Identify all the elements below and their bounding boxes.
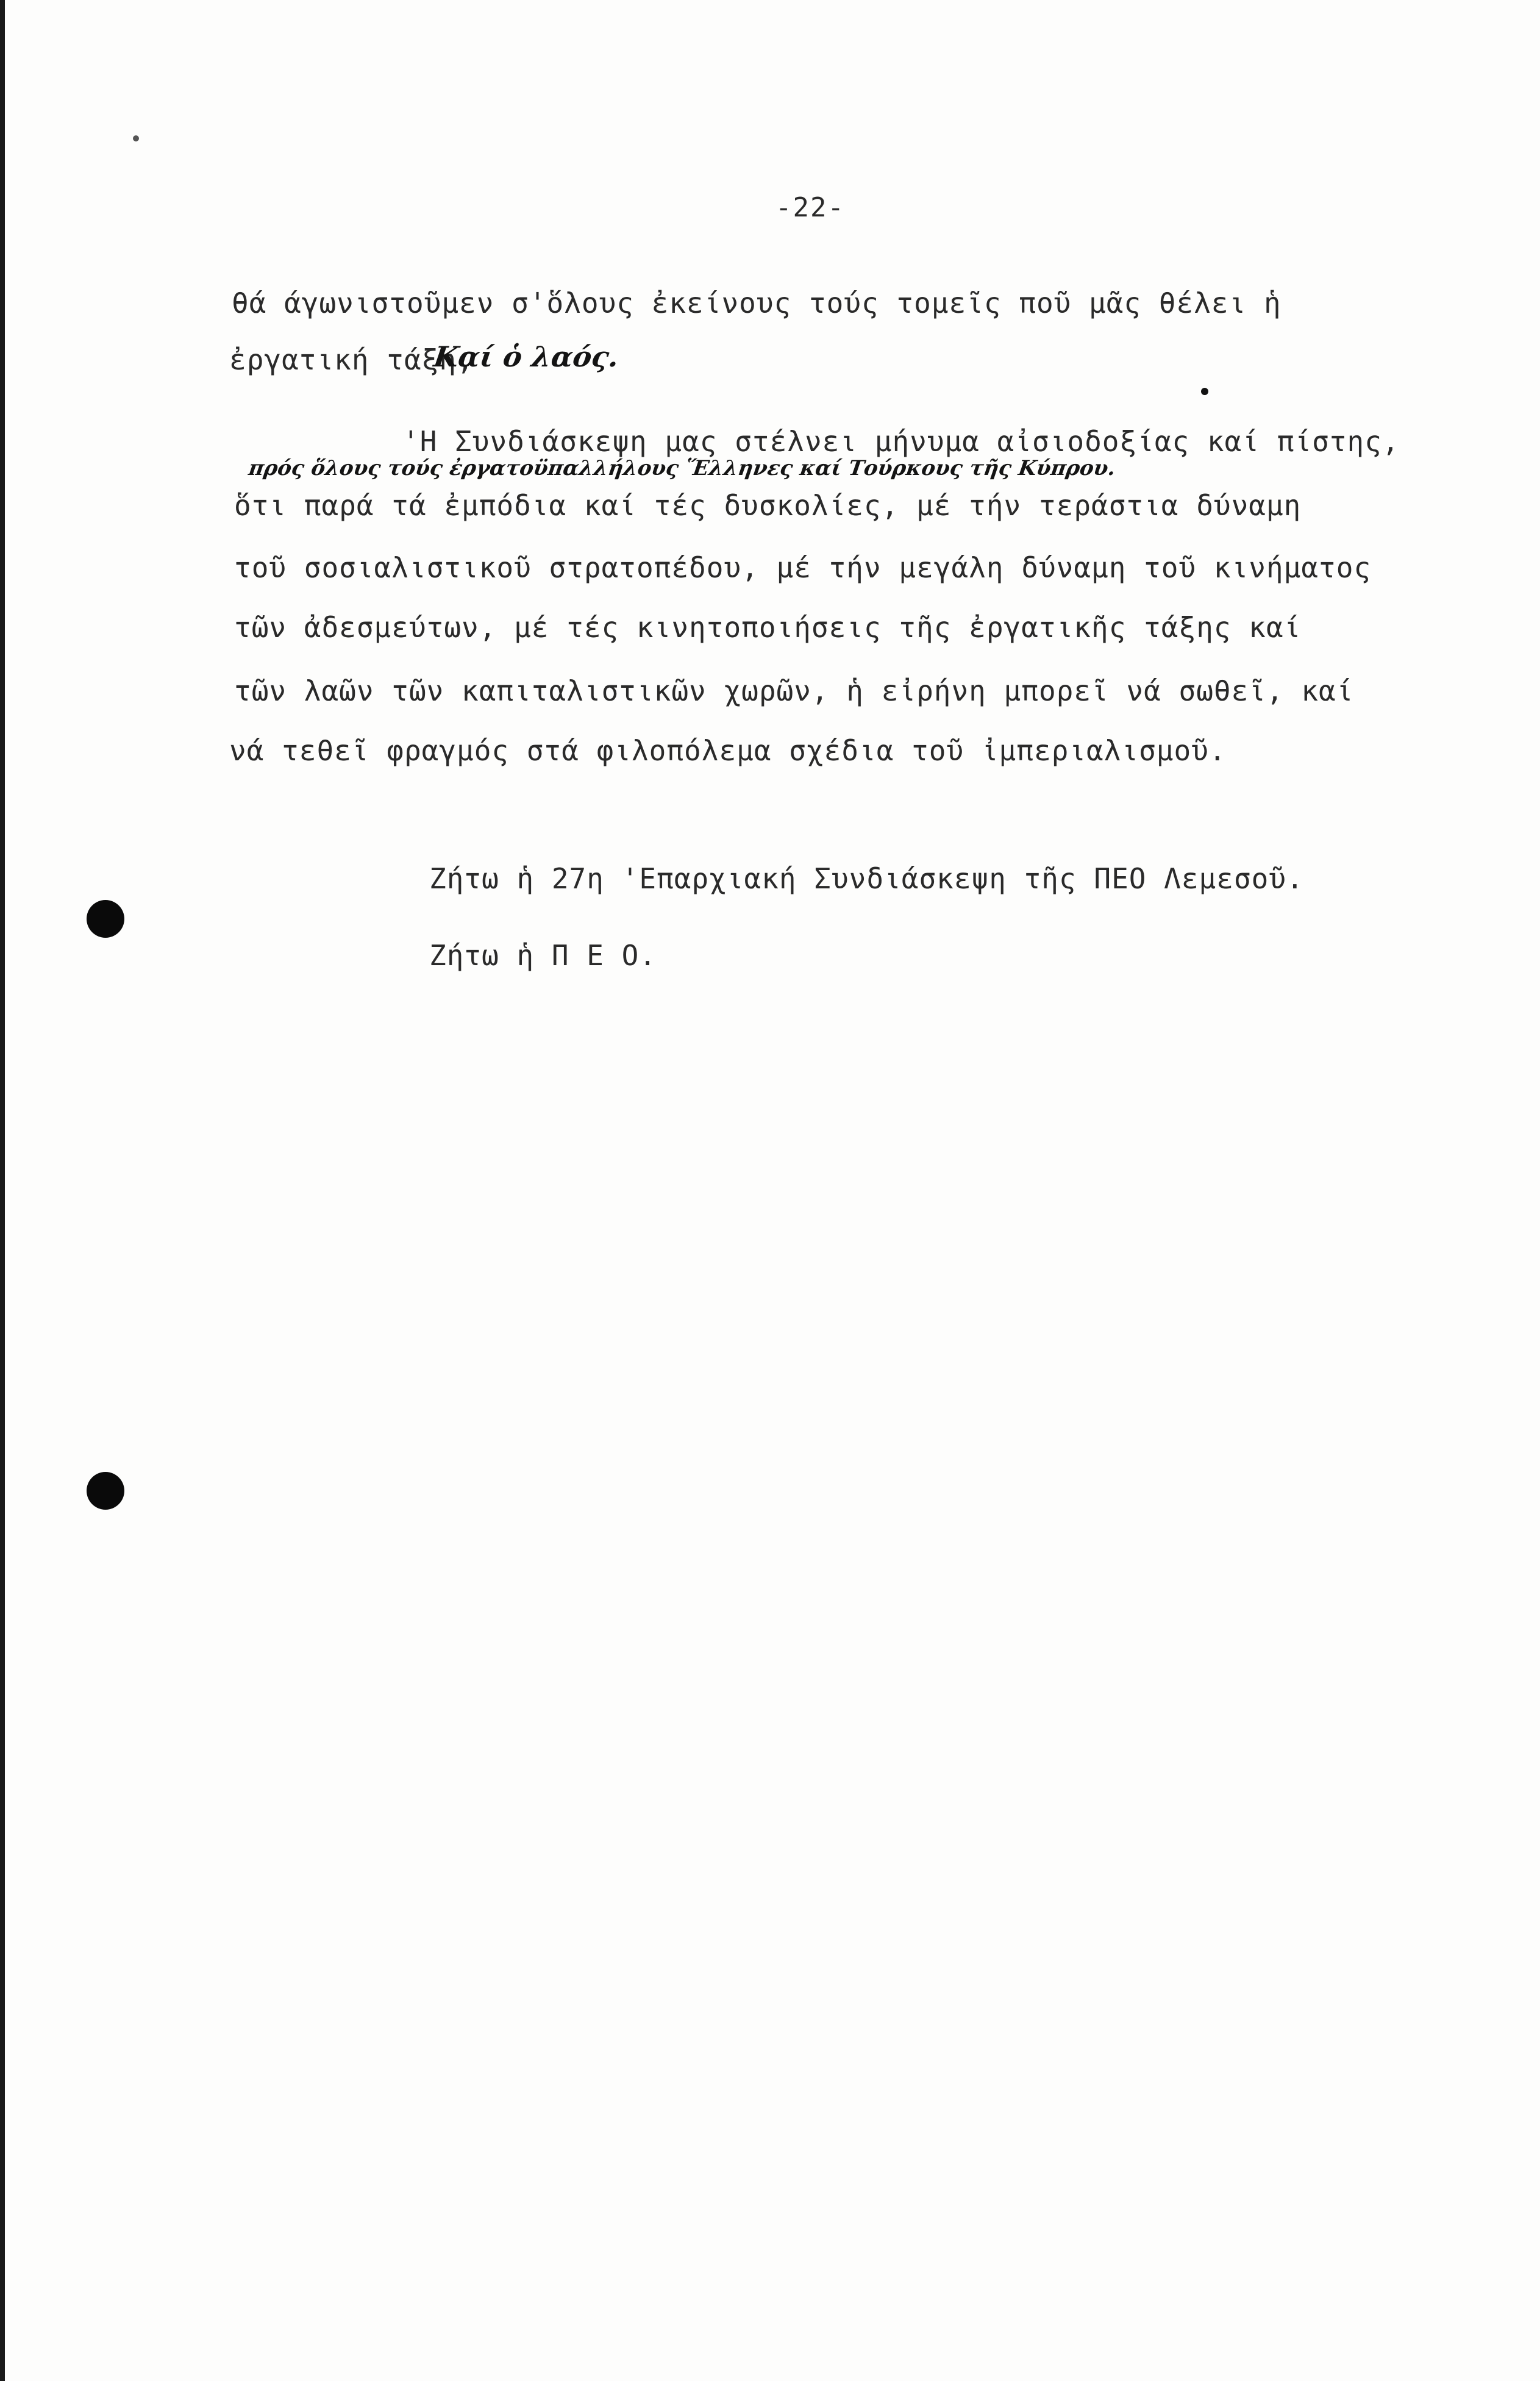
scan-speck: [1201, 388, 1208, 395]
page-number: -22-: [775, 192, 845, 223]
handwritten-addition-1: Καί ὁ λαός.: [432, 340, 621, 373]
body-line-7: τῶν λαῶν τῶν καπιταλιστικῶν χωρῶν, ἡ εἰρήνη μπορεῖ νά σωθεῖ, καί: [234, 674, 1354, 707]
closing-line-1: Ζήτω ἡ 27η 'Επαρχιακή Συνδιάσκεψη τῆς ΠΕΟ Λεμεσοῦ.: [429, 862, 1304, 895]
punch-hole-top: [87, 900, 124, 938]
handwritten-addition-2: πρός ὅλους τούς ἐργατοϋπαλλήλους Ἕλληνες καί Τούρκους τῆς Κύπρου.: [247, 456, 1118, 480]
closing-line-2: Ζήτω ἡ Π Ε Ο.: [429, 939, 657, 972]
body-line-6: τῶν ἀδεσμεύτων, μέ τές κινητοποιήσεις τῆς ἐργατικῆς τάξης καί: [234, 611, 1302, 644]
scan-speck: [133, 135, 139, 141]
body-line-1: θά άγωνιστοῦμεν σ'ὅλους ἐκείνους τούς τομεῖς ποῦ μᾶς θέλει ἡ: [232, 287, 1282, 319]
punch-hole-bottom: [87, 1472, 124, 1510]
body-line-8: νά τεθεῖ φραγμός στά φιλοπόλεμα σχέδια τοῦ ἰμπεριαλισμοῦ.: [229, 734, 1227, 767]
body-line-4: ὅτι παρά τά ἐμπόδια καί τές δυσκολίες, μέ τήν τεράστια δύναμη: [234, 489, 1302, 522]
body-line-5: τοῦ σοσιαλιστικοῦ στρατοπέδου, μέ τήν μεγάλη δύναμη τοῦ κινήματος: [234, 551, 1372, 584]
scan-left-edge: [0, 0, 5, 2381]
body-line-3: 'Η Συνδιάσκεψη μας στέλνει μήνυμα αἰσιοδοξίας καί πίστης,: [402, 425, 1400, 458]
body-line-2: ἐργατική τάξη,: [229, 343, 474, 376]
